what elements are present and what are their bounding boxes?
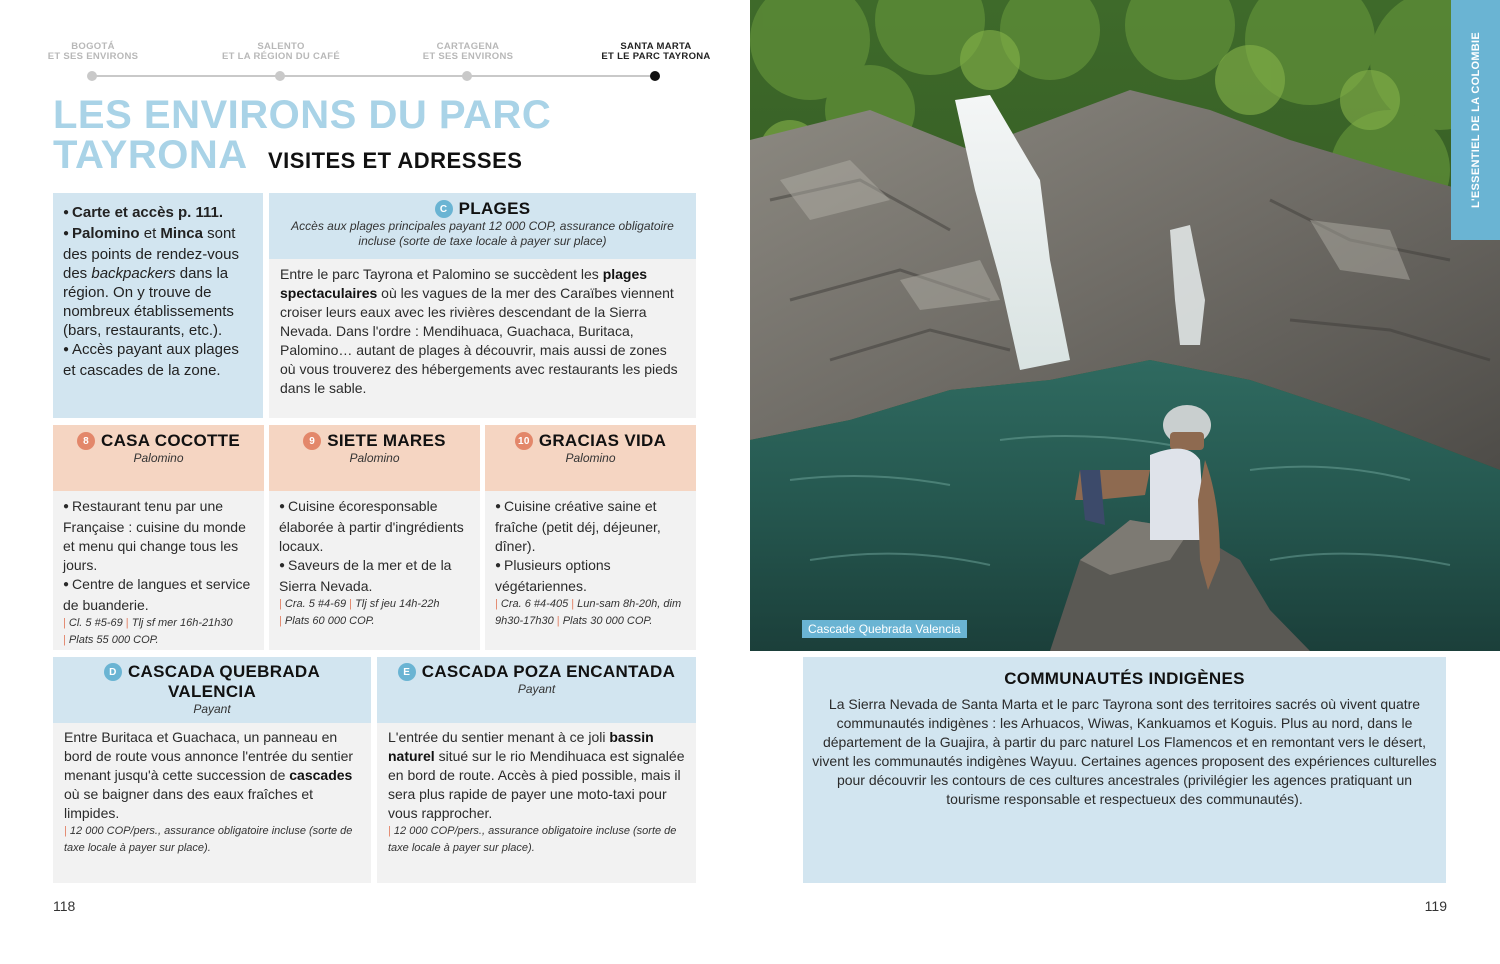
resto-bullet bbox=[279, 556, 470, 596]
plages-badge: C bbox=[435, 200, 453, 218]
plages-text: où les vagues de la mer des Caraïbes viennent croiser leurs eaux avec les rivières descendant de la Sierra Nevada. Dans l'ordre : Mendihuaca, Guachaca, Buritaca, Palomino… autant de plages à découvrir, mais aussi de zones où vous trouverez des hébergements avec restaurants les pieds dans le sable. bbox=[280, 285, 678, 396]
cascada-valencia-subtitle: Payant bbox=[193, 702, 231, 716]
intro-text: sont des points de rendez-vous des bbox=[63, 225, 239, 282]
resto-bullet-text: Saveurs de la mer et de la Sierra Nevada. bbox=[279, 557, 452, 594]
plages-title bbox=[279, 199, 686, 219]
timeline-step-sublabel: ET SES ENVIRONS bbox=[47, 51, 139, 62]
cascada-poza-text: L'entrée du sentier menant à ce joli bbox=[388, 729, 610, 745]
resto-hours: Tlj sf jeu 14h-22h bbox=[355, 598, 440, 610]
resto-address: Cra. 6 #4-405 bbox=[500, 598, 569, 610]
intro-palomino: Palomino bbox=[72, 225, 140, 242]
cascada-valencia-body bbox=[53, 723, 371, 883]
timeline-step-sublabel: ET SES ENVIRONS bbox=[422, 51, 514, 62]
intro-item3: Accès payant aux plages et cascades de la zone. bbox=[63, 341, 239, 379]
timeline-step-sublabel: ET LE PARC TAYRONA bbox=[601, 51, 711, 62]
cascada-valencia-info-text: 12 000 COP/pers., assurance obligatoire incluse (sorte de taxe locale à payer sur place). bbox=[64, 825, 353, 854]
resto-title bbox=[53, 431, 264, 451]
timeline-step-cartagena bbox=[383, 42, 553, 62]
cascada-poza-title bbox=[377, 662, 696, 682]
resto-bullet-text: Plusieurs options végétariennes. bbox=[495, 557, 611, 594]
page-number-left: 118 bbox=[53, 898, 76, 914]
resto-bullet bbox=[63, 497, 254, 575]
resto-address: Cra. 5 #4-69 bbox=[284, 598, 347, 610]
intro-item bbox=[63, 340, 253, 380]
cascada-poza-info-text: 12 000 COP/pers., assurance obligatoire incluse (sorte de taxe locale à payer sur place). bbox=[388, 825, 677, 854]
resto-bullet bbox=[279, 497, 470, 556]
intro-backpackers: backpackers bbox=[91, 265, 176, 282]
resto-name: CASA COCOTTE bbox=[101, 431, 240, 450]
resto-address: Cl. 5 #5-69 bbox=[68, 617, 123, 629]
cascada-valencia-header bbox=[53, 657, 371, 723]
waterfall-illustration bbox=[750, 0, 1500, 651]
page-title-line2: TAYRONA bbox=[53, 133, 248, 177]
resto-info: | Cl. 5 #5-69 | Tlj sf mer 16h-21h30 | Plats 55 000 COP. bbox=[63, 617, 233, 646]
resto-name: GRACIAS VIDA bbox=[538, 431, 667, 450]
plages-highlight: plages spectaculaires bbox=[280, 266, 648, 301]
cascada-valencia-title-line1: CASCADA QUEBRADA bbox=[127, 662, 321, 681]
resto-badge: 8 bbox=[77, 432, 95, 450]
plages-title-text: PLAGES bbox=[458, 199, 531, 218]
timeline-dot bbox=[275, 71, 285, 81]
communautes-box bbox=[803, 657, 1446, 883]
timeline-step-label: SALENTO bbox=[257, 41, 305, 52]
resto-bullet bbox=[63, 575, 254, 615]
intro-item bbox=[63, 203, 253, 224]
resto-body-casa-cocotte bbox=[53, 491, 264, 650]
resto-bullet-text: Cuisine écoresponsable élaborée à partir d'ingrédients locaux. bbox=[279, 498, 464, 554]
resto-place: Palomino bbox=[349, 451, 400, 465]
timeline-step-label: BOGOTÁ bbox=[71, 41, 115, 52]
intro-box bbox=[53, 193, 263, 418]
resto-bullet bbox=[495, 556, 686, 596]
resto-badge: 9 bbox=[303, 432, 321, 450]
resto-title bbox=[269, 431, 480, 451]
cascada-valencia-badge: D bbox=[104, 663, 122, 681]
timeline-dot bbox=[87, 71, 97, 81]
cascada-poza-highlight: bassin naturel bbox=[388, 729, 654, 764]
resto-info: | Cra. 6 #4-405 | Lun-sam 8h-20h, dim 9h30-17h30 | Plats 30 000 COP. bbox=[495, 598, 682, 627]
resto-header-casa-cocotte bbox=[53, 425, 264, 491]
cascada-poza-header bbox=[377, 657, 696, 723]
cascada-poza-body bbox=[377, 723, 696, 883]
resto-bullet-text: Restaurant tenu par une Française : cuisine du monde et menu qui change tous les jours. bbox=[63, 498, 246, 573]
cascada-valencia-info: | 12 000 COP/pers., assurance obligatoire incluse (sorte de taxe locale à payer sur place). bbox=[64, 825, 353, 854]
intro-item1: Carte et accès p. 111. bbox=[72, 204, 223, 221]
resto-bullet-text: Cuisine créative saine et fraîche (petit déj, déjeuner, dîner). bbox=[495, 498, 661, 554]
cascada-valencia-title-line2: VALENCIA bbox=[167, 682, 257, 701]
cascada-poza-text: situé sur le rio Mendihuaca est signalée en bord de route. Accès à pied possible, mais il sera plus rapide de payer une moto-taxi pour vous rapprocher. bbox=[388, 748, 685, 821]
cascada-poza-badge: E bbox=[398, 663, 416, 681]
resto-bullet bbox=[495, 497, 686, 556]
cascada-valencia-title bbox=[53, 662, 371, 682]
resto-header-siete-mares bbox=[269, 425, 480, 491]
resto-hours: Tlj sf mer 16h-21h30 bbox=[131, 617, 233, 629]
cascada-poza-title-text: CASCADA POZA ENCANTADA bbox=[421, 662, 676, 681]
timeline-step-bogota bbox=[8, 42, 178, 62]
timeline-line bbox=[92, 75, 655, 77]
cascada-valencia-highlight: cascades bbox=[289, 767, 353, 783]
cascada-valencia-text: Entre Buritaca et Guachaca, un panneau en bord de route vous annonce l'entrée du sentier menant jusqu'à cette succession de bbox=[64, 729, 354, 783]
plages-body bbox=[269, 259, 696, 418]
timeline-step-sublabel: ET LA RÉGION DU CAFÉ bbox=[221, 51, 341, 62]
resto-place: Palomino bbox=[133, 451, 184, 465]
resto-price: Plats 60 000 COP. bbox=[284, 615, 375, 627]
timeline-step-santa-marta bbox=[571, 42, 741, 62]
resto-info: | Cra. 5 #4-69 | Tlj sf jeu 14h-22h | Plats 60 000 COP. bbox=[279, 598, 440, 627]
chapter-side-tab bbox=[1451, 0, 1500, 240]
intro-item bbox=[63, 224, 253, 340]
intro-connector: et bbox=[139, 225, 161, 242]
page-title-line1: LES ENVIRONS DU PARC bbox=[53, 93, 552, 137]
timeline-step-label: SANTA MARTA bbox=[620, 41, 692, 52]
plages-subtitle: Accès aux plages principales payant 12 000 COP, assurance obligatoire incluse (sorte de taxe locale à payer sur place) bbox=[291, 219, 674, 248]
resto-bullet-text: Centre de langues et service de buanderie. bbox=[63, 576, 251, 613]
chapter-side-tab-label: L'ESSENTIEL DE LA COLOMBIE bbox=[1469, 31, 1482, 209]
resto-header-gracias-vida bbox=[485, 425, 696, 491]
resto-place: Palomino bbox=[565, 451, 616, 465]
intro-minca: Minca bbox=[160, 225, 203, 242]
resto-hours: Lun-sam 8h-20h, dim 9h30-17h30 bbox=[495, 598, 682, 627]
photo-caption: Cascade Quebrada Valencia bbox=[802, 620, 967, 638]
page-number-right: 119 bbox=[1424, 898, 1447, 914]
resto-price: Plats 55 000 COP. bbox=[68, 634, 159, 646]
cascada-poza-info: | 12 000 COP/pers., assurance obligatoire incluse (sorte de taxe locale à payer sur place). bbox=[388, 825, 677, 854]
waterfall-photo bbox=[750, 0, 1500, 651]
plages-header bbox=[269, 193, 696, 259]
cascada-poza-subtitle: Payant bbox=[517, 682, 556, 696]
communautes-text: La Sierra Nevada de Santa Marta et le parc Tayrona sont des territoires sacrés où vivent quatre communautés indigènes : les Arhuacos, Wiwas, Kankuamos et Koguis. Plus au nord, dans le département de la Guajira, à partir du parc naturel Los Flamencos et en remontant vers le désert, vivent les communautés indigènes Wayuu. Certaines agences proposent des expériences culturelles pour découvrir les contours de ces cultures ancestrales (privilégier les agences pratiquant un tourisme responsable et respectueux des communautés). bbox=[812, 696, 1437, 807]
resto-body-gracias-vida bbox=[485, 491, 696, 650]
resto-badge: 10 bbox=[515, 432, 533, 450]
intro-text: dans la région. On y trouve de nombreux établissements (bars, restaurants, etc.). bbox=[63, 265, 234, 339]
timeline-dot-active bbox=[650, 71, 660, 81]
resto-name: SIETE MARES bbox=[327, 431, 446, 450]
plages-text: Entre le parc Tayrona et Palomino se succèdent les bbox=[280, 266, 603, 282]
communautes-title: COMMUNAUTÉS INDIGÈNES bbox=[1004, 669, 1245, 688]
resto-title bbox=[485, 431, 696, 451]
timeline-dot bbox=[462, 71, 472, 81]
resto-body-siete-mares bbox=[269, 491, 480, 650]
cascada-valencia-text: où se baigner dans des eaux fraîches et limpides. bbox=[64, 786, 314, 821]
timeline-step-label: CARTAGENA bbox=[436, 41, 500, 52]
resto-price: Plats 30 000 COP. bbox=[562, 615, 653, 627]
timeline-step-salento bbox=[196, 42, 366, 62]
page-subtitle: VISITES ET ADRESSES bbox=[268, 148, 523, 173]
